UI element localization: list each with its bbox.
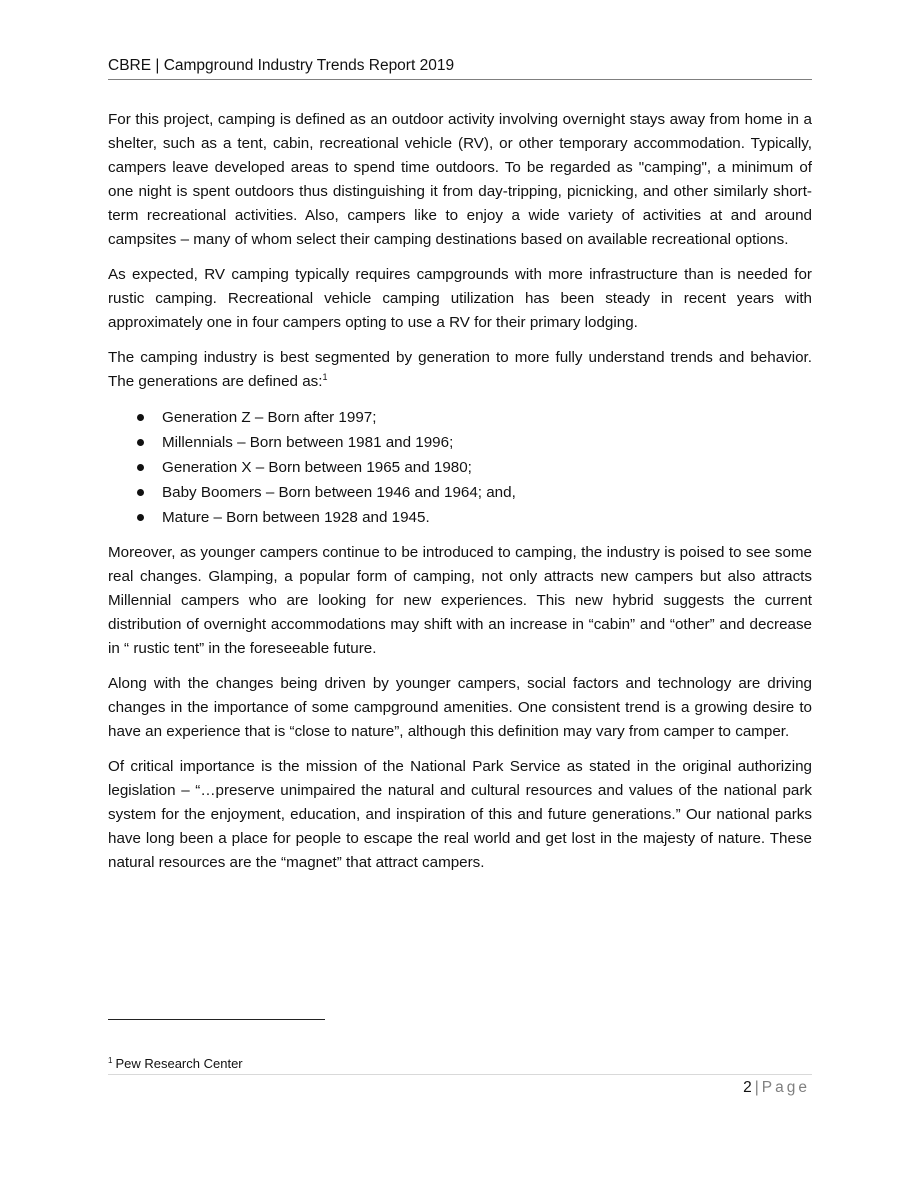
bullet-icon bbox=[137, 414, 144, 421]
bullet-icon bbox=[137, 439, 144, 446]
footnote-text: Pew Research Center bbox=[115, 1056, 243, 1071]
list-item bbox=[108, 405, 812, 430]
paragraph-generations-intro bbox=[108, 346, 812, 394]
header-divider bbox=[108, 79, 812, 80]
list-item-text: Mature – Born between 1928 and 1945. bbox=[162, 509, 430, 526]
list-item bbox=[108, 505, 812, 530]
paragraph-camping-definition: For this project, camping is defined as an outdoor activity involving overnight stays away from home in a shelter, such as a tent, cabin, recreational vehicle (RV), or other temporary accommodation. Typically, campers leave developed areas to spend time outdoors. To be regarded as "camping", a minimum of one night is spent outdoors thus distinguishing it from day-tripping, picnicking, and other similarly short-term recreational activities. Also, campers like to enjoy a wide variety of activities at and around campsites – many of whom select their camping destinations based on available recreational options. bbox=[108, 111, 812, 248]
list-item bbox=[108, 480, 812, 505]
page-number bbox=[743, 1077, 810, 1099]
bullet-icon bbox=[137, 514, 144, 521]
paragraph-national-park-service: Of critical importance is the mission of the National Park Service as stated in the original authorizing legislation – “…preserve unimpaired the natural and cultural resources and values of the national park system for the enjoyment, education, and inspiration of this and future generations.” Our national parks have long been a place for people to escape the real world and get lost in the majesty of nature. These natural resources are the “magnet” that attract campers. bbox=[108, 758, 812, 871]
page-number-value: 2 bbox=[743, 1079, 752, 1096]
footer-divider bbox=[108, 1074, 812, 1075]
paragraph-rv-camping: As expected, RV camping typically requires campgrounds with more infrastructure than is needed for rustic camping. Recreational vehicle camping utilization has been steady in recent years with approximately one in four campers opting to use a RV for their primary lodging. bbox=[108, 266, 812, 331]
paragraph-glamping: Moreover, as younger campers continue to be introduced to camping, the industry is poised to see some real changes. Glamping, a popular form of camping, not only attracts new campers but also attracts Millennial campers who are looking for new experiences. This new hybrid suggests the current distribution of overnight accommodations may shift with an increase in “cabin” and “other” and decrease in “ rustic tent” in the foreseeable future. bbox=[108, 544, 812, 657]
footnote-divider bbox=[108, 1019, 325, 1020]
generations-intro-text: The camping industry is best segmented by generation to more fully understand trends and behavior. The generations are defined as: bbox=[108, 349, 812, 390]
body-text bbox=[108, 108, 812, 886]
generations-list bbox=[108, 405, 812, 530]
list-item bbox=[108, 430, 812, 455]
page-label: Page bbox=[761, 1079, 810, 1096]
page-number-separator: | bbox=[754, 1079, 759, 1096]
list-item-text: Generation Z – Born after 1997; bbox=[162, 409, 377, 426]
list-item-text: Millennials – Born between 1981 and 1996; bbox=[162, 434, 454, 451]
paragraph-social-factors: Along with the changes being driven by younger campers, social factors and technology are driving changes in the importance of some campground amenities. One consistent trend is a growing desire to have an experience that is “close to nature”, although this definition may vary from camper to camper. bbox=[108, 675, 812, 740]
bullet-icon bbox=[137, 464, 144, 471]
page-header: CBRE | Campground Industry Trends Report 2019 bbox=[108, 57, 455, 74]
list-item-text: Baby Boomers – Born between 1946 and 1964; and, bbox=[162, 484, 516, 501]
bullet-icon bbox=[137, 489, 144, 496]
footnote-number: 1 bbox=[108, 1056, 113, 1065]
footnote-reference[interactable]: 1 bbox=[322, 372, 328, 382]
list-item bbox=[108, 455, 812, 480]
list-item-text: Generation X – Born between 1965 and 1980; bbox=[162, 459, 472, 476]
footnote bbox=[108, 1055, 243, 1073]
